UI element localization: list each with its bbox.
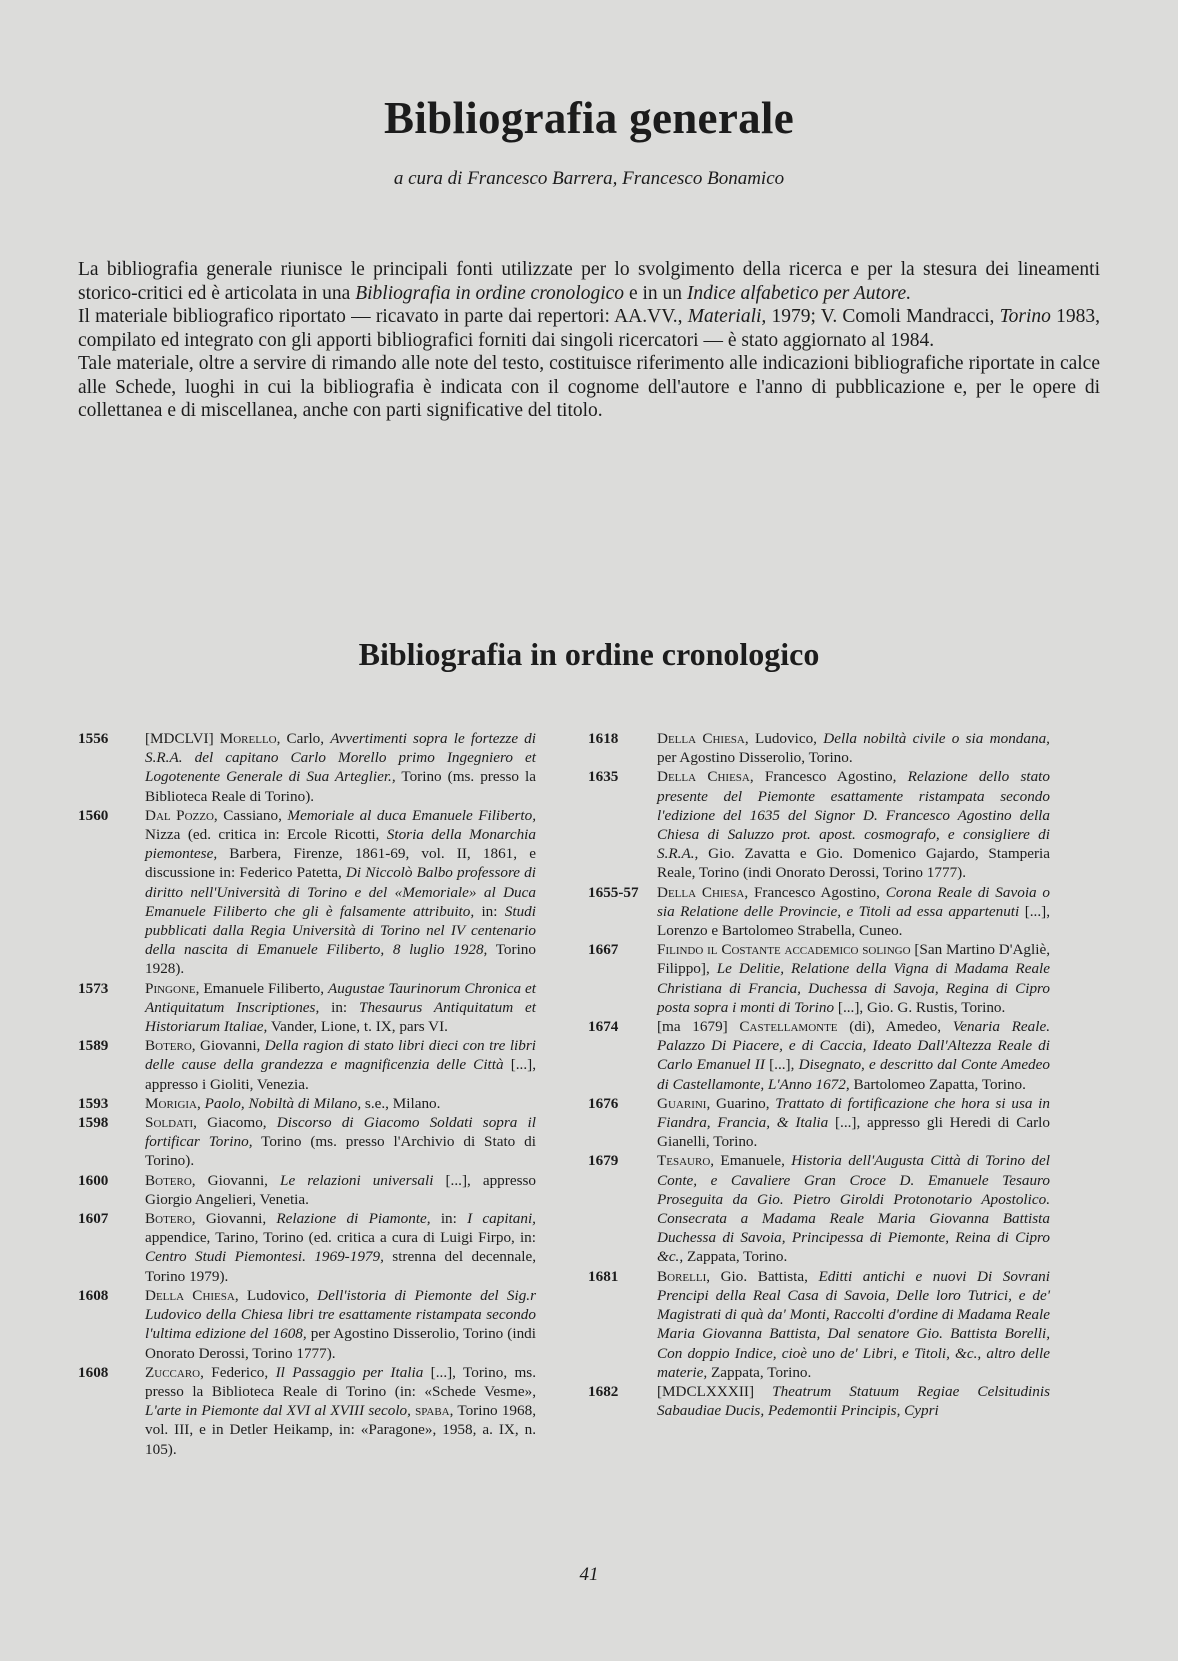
entry-text: Della Chiesa, Ludovico, Della nobiltà civile o sia mondana, per Agostino Disserolio, Torino. (657, 730, 1050, 767)
entry-text: Filindo il Costante accademico solingo [San Martino D'Agliè, Filippo], Le Delitie, Relatione della Vigna di Madama Reale Christiana di Francia, Duchessa di Savoja, Regina di Cipro posta sopra i monti di Torino [...], Gio. G. Rustis, Torino. (657, 941, 1050, 1016)
intro-paragraph-3: Tale materiale, oltre a servire di rimando alle note del testo, costituisce riferimento alle indicazioni bibliografiche riportate in calce alle Schede, luoghi in cui la bibliografia è indicata con il cognome dell'autore e l'anno di pubblicazione e, per le opere di collettanea e di miscellanea, anche con parti significative del titolo. (78, 353, 1100, 421)
entry-year: 1655-57 (588, 883, 639, 901)
intro-paragraph-1: La bibliografia generale riunisce le principali fonti utilizzate per lo svolgimento della ricerca e per la stesura dei lineamenti storico-critici ed è articolata in una Bibliografia in ordine cronologico e in un Indice alfabetico per Autore. (78, 259, 1100, 304)
bibliography-entry (78, 1209, 536, 1286)
page-number: 41 (579, 1564, 599, 1585)
bibliography-entry (78, 1036, 536, 1094)
entry-year: 1556 (78, 730, 109, 747)
entry-text: [MDCLXXXII] Theatrum Statuum Regiae Celsitudinis Sabaudiae Ducis, Pedemontii Principis, Cypri (657, 1382, 1051, 1420)
bibliography-entry (588, 1151, 1050, 1266)
entry-year: 1635 (588, 768, 619, 786)
entry-text: Dal Pozzo, Cassiano, Memoriale al duca Emanuele Filiberto, Nizza (ed. critica in: Ercole Ricotti, Storia della Monarchia piemontese, Barbera, Firenze, 1861-69, vol. II, 1861, e discussione in: Federico Patetta, Di Niccolò Balbo professore di diritto nell'Università di Torino e del «Memoriale» al Duca Emanuele Filiberto che gli è falsamente attribuito, in: Studi pubblicati dalla Regia Università di Torino nel IV centenario della nascita di Emanuele Filiberto, 8 luglio 1928, Torino 1928). (145, 806, 537, 978)
entry-year: 1600 (78, 1171, 109, 1189)
bibliography-entry (588, 1382, 1050, 1420)
entry-text: Borelli, Gio. Battista, Editti antichi e nuovi Di Sovrani Prencipi della Real Casa di Savoia, Delle loro Tutrici, e de' Magistrati di quà da' Monti, Raccolti d'ordine di Madama Reale Maria Giovanna Battista, Dal senatore Gio. Battista Borelli, Con doppio Indice, cioè uno de' Libri, e Titoli, &c., altro delle materie, Zappata, Torino. (657, 1267, 1050, 1381)
editors-subtitle: a cura di Francesco Barrera, Francesco Bonamico (393, 168, 785, 189)
entry-text: Soldati, Giacomo, Discorso di Giacomo Soldati sopra il fortificar Torino, Torino (ms. presso l'Archivio di Stato di Torino). (145, 1114, 536, 1170)
bibliography-entry (588, 940, 1050, 1017)
entry-year: 1608 (78, 1363, 109, 1381)
bibliography-entry (78, 979, 536, 1037)
bibliography-entry (78, 729, 536, 806)
bibliography-entry (588, 729, 1050, 767)
entry-year: 1608 (78, 1286, 109, 1304)
entry-year: 1674 (588, 1018, 619, 1036)
bibliography-entry (588, 883, 1050, 941)
intro-paragraph-2: Il materiale bibliografico riportato — ricavato in parte dai repertori: AA.VV., Materiali, 1979; V. Comoli Mandracci, Torino 1983, compilato ed integrato con gli apporti bibliografici forniti dai singoli ricercatori — è stato aggiornato al 1984. (78, 306, 1101, 351)
entry-year: 1589 (78, 1037, 109, 1055)
entry-year: 1667 (588, 941, 619, 959)
bibliography-entry (78, 806, 536, 979)
entry-year: 1607 (78, 1210, 109, 1228)
entry-year: 1560 (78, 806, 109, 824)
entry-year: 1598 (78, 1114, 109, 1132)
bibliography-entry (78, 1171, 536, 1209)
entry-text: Pingone, Emanuele Filiberto, Augustae Taurinorum Chronica et Antiquitatum Inscriptiones, in: Thesaurus Antiquitatum et Historiarum Italiae, Vander, Lione, t. IX, pars VI. (145, 979, 536, 1036)
entry-year: 1618 (588, 730, 619, 747)
entry-text: Della Chiesa, Francesco Agostino, Corona Reale di Savoia o sia Relatione delle Provincie, e Titoli ad essa appartenuti [...], Lorenzo e Bartolomeo Strabella, Cuneo. (657, 883, 1051, 940)
bibliography-entry (588, 767, 1050, 882)
bibliography-entry (588, 1267, 1050, 1382)
entry-text: Botero, Giovanni, Della ragion di stato libri dieci con tre libri delle cause della grandezza e magnificenzia delle Città [...], appresso i Gioliti, Venezia. (145, 1037, 536, 1093)
bibliography-column-left (78, 729, 536, 1459)
entry-text: Tesauro, Emanuele, Historia dell'Augusta Città di Torino del Conte, e Cavaliere Gran Croce D. Emanuele Tesauro Proseguita da Gio. Pietro Giroldi Protonotario Apostolico. Consecrata a Madama Reale Maria Giovanna Battista Duchessa di Savoia, Principessa di Piemonte, Reina di Cipro &c., Zappata, Torino. (657, 1152, 1050, 1266)
bibliography-entry (78, 1094, 536, 1113)
entry-text: Della Chiesa, Ludovico, Dell'istoria di Piemonte del Sig.r Ludovico della Chiesa libri tre esattamente ristampata secondo l'ultima edizione del 1608, per Agostino Disserolio, Torino (indi Onorato Derossi, Torino 1777). (145, 1286, 537, 1362)
entry-text: Zuccaro, Federico, Il Passaggio per Italia [...], Torino, ms. presso la Biblioteca Reale di Torino (in: «Schede Vesme», L'arte in Piemonte dal XVI al XVIII secolo, spaba, Torino 1968, vol. III, e in Detler Heikamp, in: «Paragone», 1958, a. IX, n. 105). (145, 1363, 537, 1458)
entry-year: 1593 (78, 1094, 109, 1112)
bibliography-entry (588, 1094, 1050, 1152)
entry-year: 1676 (588, 1094, 619, 1112)
entry-year: 1573 (78, 979, 109, 997)
bibliography-entry (78, 1286, 536, 1363)
bibliography-column-right (588, 729, 1050, 1420)
entry-text: [MDCLVI] Morello, Carlo, Avvertimenti sopra le fortezze di S.R.A. del capitano Carlo Morello primo Ingegniero et Logotenente Generale di Sua Arteglier., Torino (ms. presso la Biblioteca Reale di Torino). (145, 730, 536, 805)
entry-text: Botero, Giovanni, Relazione di Piamonte, in: I capitani, appendice, Tarino, Torino (ed. critica a cura di Luigi Firpo, in: Centro Studi Piemontesi. 1969-1979, strenna del decennale, Torino 1979). (145, 1210, 536, 1285)
entry-text: Guarini, Guarino, Trattato di fortificazione che hora si usa in Fiandra, Francia, & Italia [...], appresso gli Heredi di Carlo Gianelli, Torino. (657, 1094, 1050, 1151)
entry-text: [ma 1679] Castellamonte (di), Amedeo, Venaria Reale. Palazzo Di Piacere, e di Caccia, Ideato Dall'Altezza Reale di Carlo Emanuel II [...], Disegnato, e descritto dal Conte Amedeo di Castellamonte, L'Anno 1672, Bartolomeo Zapatta, Torino. (657, 1018, 1050, 1093)
bibliography-entry (588, 1017, 1050, 1094)
bibliography-entry (78, 1113, 536, 1171)
bibliography-entry (78, 1363, 536, 1459)
entry-text: Della Chiesa, Francesco Agostino, Relazione dello stato presente del Piemonte esattamente ristampata secondo l'edizione del 1635 del Signor D. Francesco Agostino della Chiesa di Saluzzo prot. apost. cosmografo, e consigliere di S.R.A., Gio. Zavatta e Gio. Domenico Gajardo, Stamperia Reale, Torino (indi Onorato Derossi, Torino 1777). (657, 768, 1050, 882)
section-title: Bibliografia in ordine cronologico (358, 636, 820, 672)
intro-text (78, 258, 1100, 423)
page-title: Bibliografia generale (384, 93, 794, 143)
entry-year: 1682 (588, 1382, 619, 1400)
entry-year: 1681 (588, 1267, 619, 1285)
entry-year: 1679 (588, 1152, 619, 1170)
entry-text: Botero, Giovanni, Le relazioni universali [...], appresso Giorgio Angelieri, Venetia. (145, 1171, 536, 1208)
entry-text: Morigia, Paolo, Nobiltà di Milano, s.e., Milano. (145, 1094, 441, 1112)
